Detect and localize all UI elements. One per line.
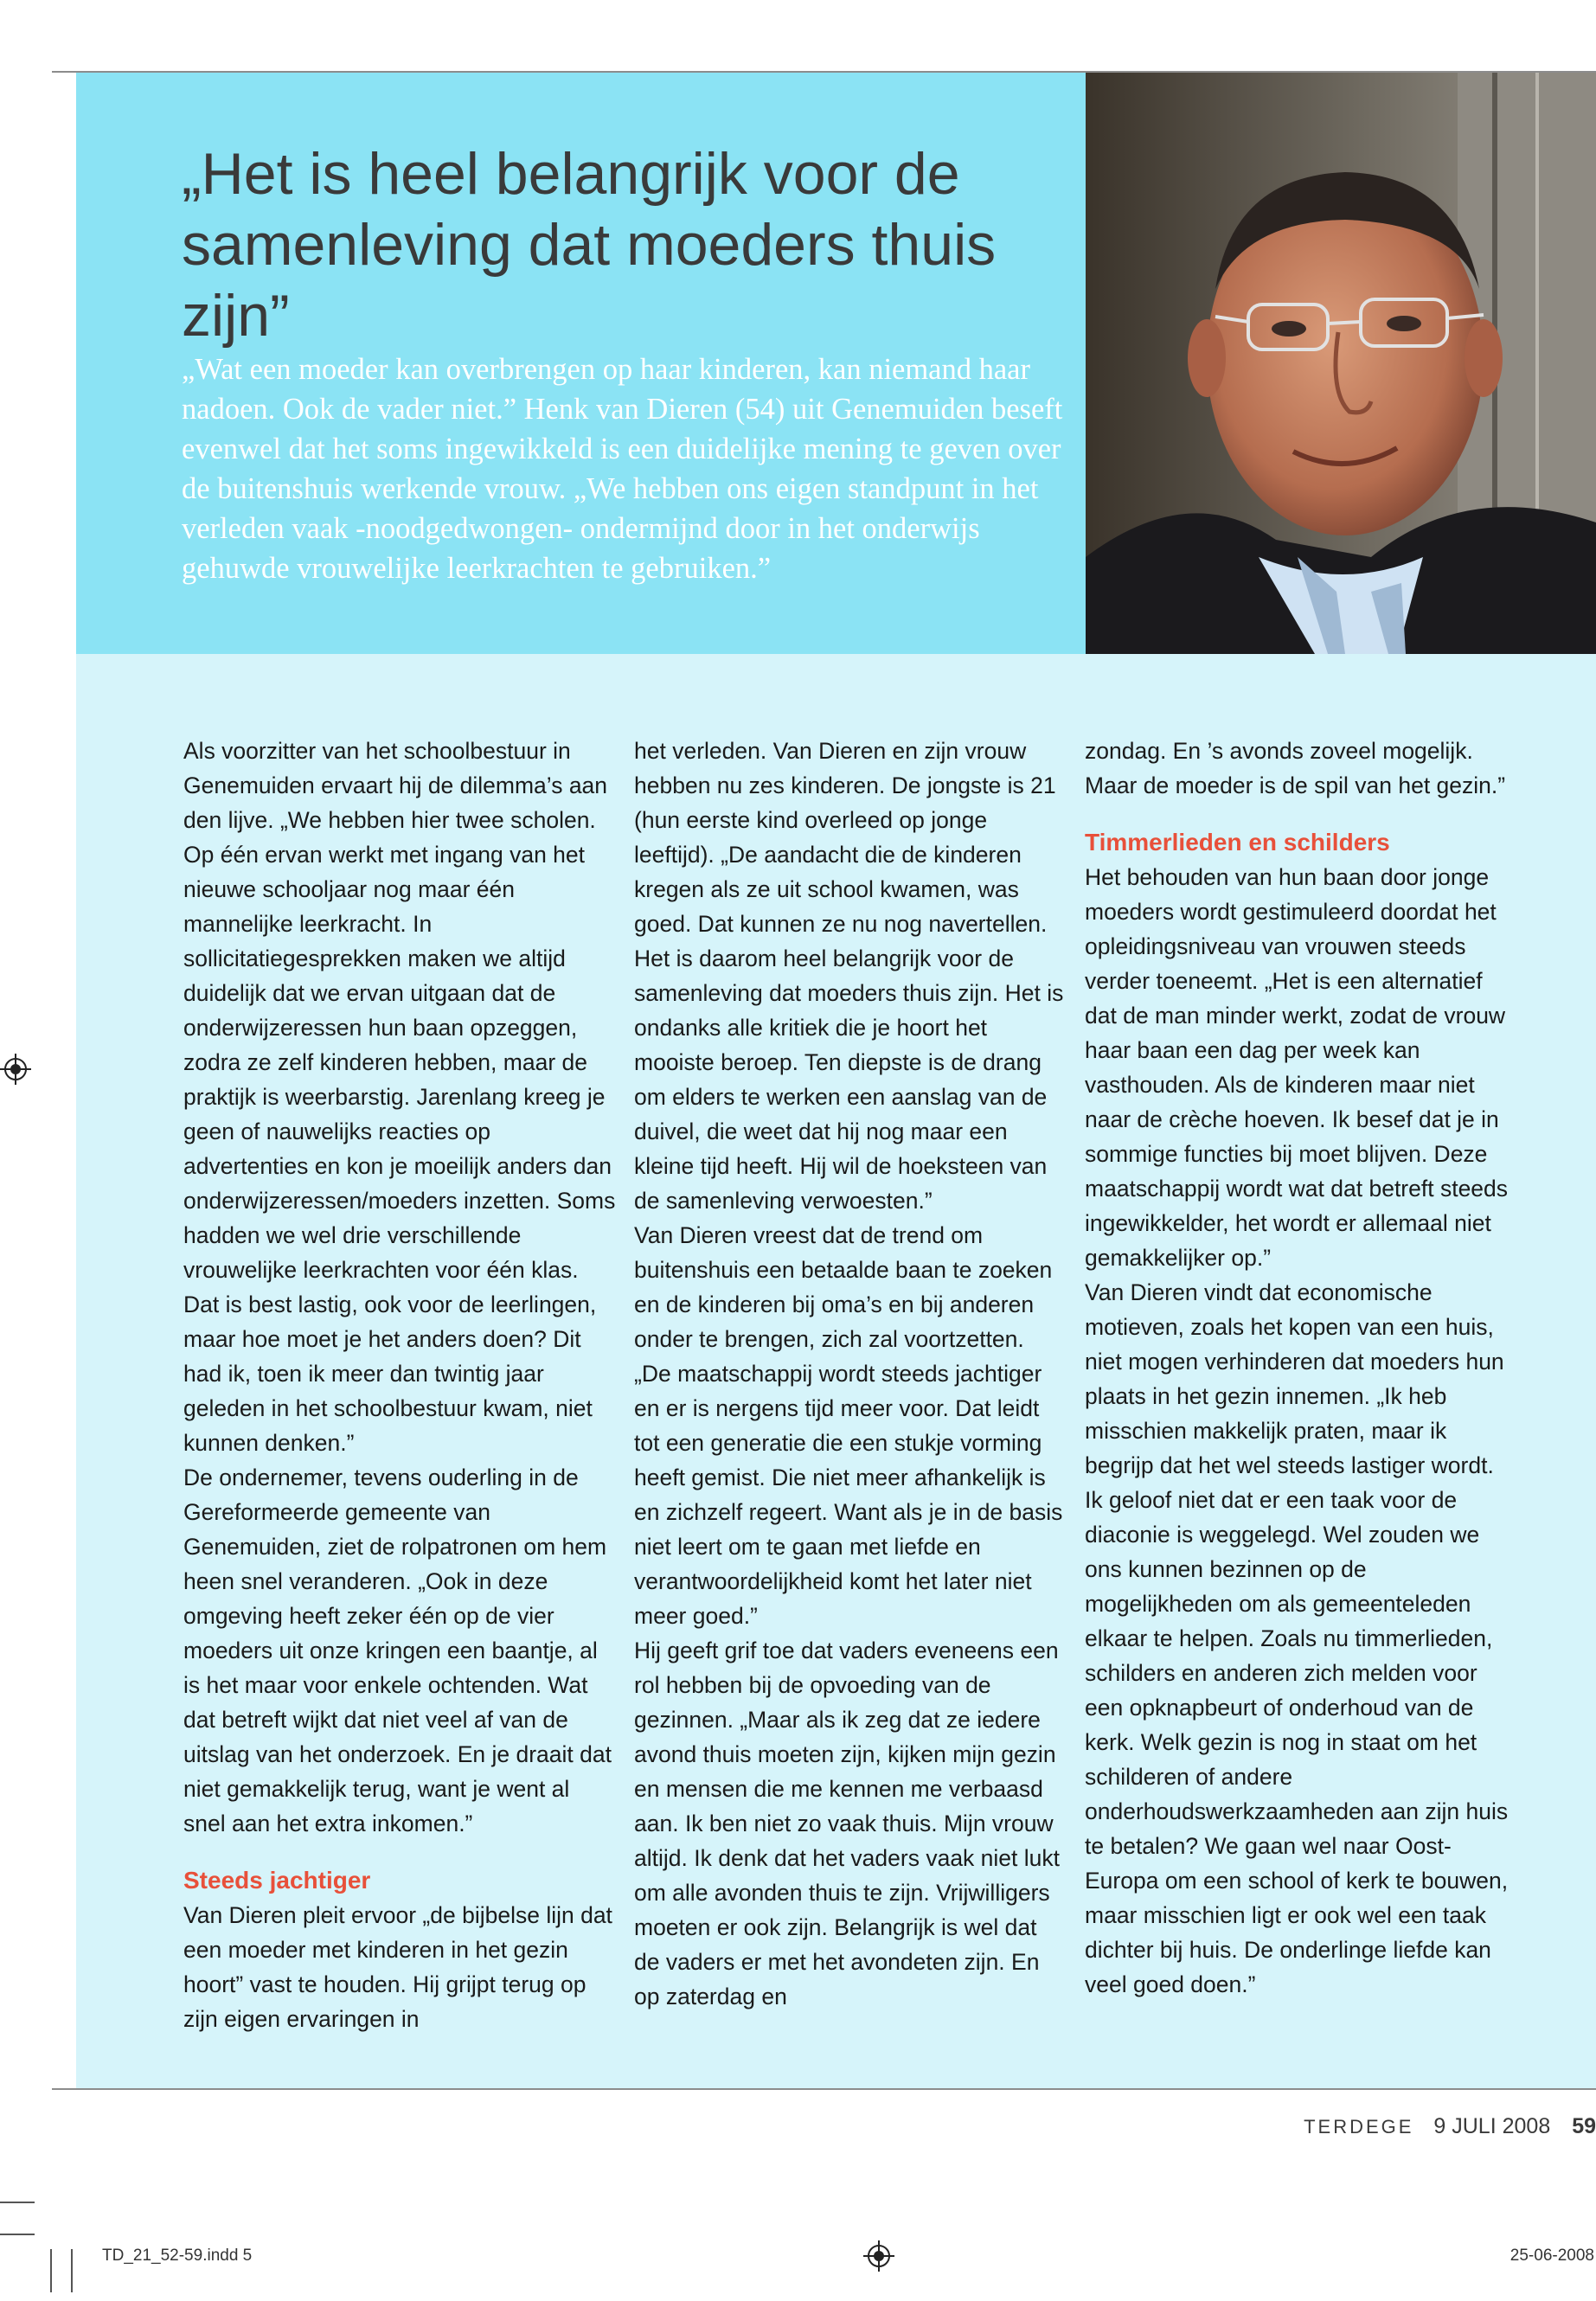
subheading-timmerlieden: Timmerlieden en schilders: [1085, 829, 1390, 856]
text-column-1: [183, 734, 616, 2036]
print-slug-file: TD_21_52-59.indd 5: [102, 2247, 253, 2265]
portrait-photo: [1086, 73, 1596, 654]
article-headline: „Het is heel belangrijk voor de samenleving dat moeders thuis zijn”: [182, 141, 997, 349]
crop-mark: [0, 2234, 35, 2235]
paragraph: Van Dieren vindt dat economische motieven, zoals het kopen van een huis, niet mogen verhinderen dat moeders hun plaats in het gezin innemen. „Ik heb misschien makkelijk praten, maar ik begrijp dat het wel steeds lastiger wordt. Ik geloof niet dat er een taak voor de diaconie is weggelegd. Wel zouden we ons kunnen bezinnen op de mogelijkheden om als gemeenteleden elkaar te helpen. Zoals nu timmerlieden, schilders en anderen zich melden voor een opknapbeurt of onderhoud van de kerk. Welk gezin is nog in staat om het schilderen of andere onderhoudswerkzaamheden aan zijn huis te betalen? We gaan wel naar Oost-Europa om een school of kerk te bouwen, maar misschien ligt er ook wel een taak dichter bij huis. De onderlinge liefde kan veel goed doen.”: [1085, 1279, 1509, 1997]
paragraph: Het behouden van hun baan door jonge moeders wordt gestimuleerd doordat het opleidingsniveau van vrouwen steeds verder toeneemt. „Het is een alternatief dat de man minder werkt, zodat de vrouw haar baan een dag per week kan vasthouden. Als de kinderen maar niet naar de crèche hoeven. Ik besef dat je in sommige functies bij moet blijven. Deze maatschappij wordt wat dat betreft steeds ingewikkelder, het wordt er allemaal niet gemakkelijker op.”: [1085, 864, 1509, 1271]
registration-mark-icon: [863, 2240, 894, 2272]
paragraph: het verleden. Van Dieren en zijn vrouw hebben nu zes kinderen. De jongste is 21 (hun eerste kind overleed op jonge leeftijd). „De aandacht die de kinderen kregen als ze uit school kwamen, was goed. Dat kunnen ze nu nog navertellen. Het is daarom heel belangrijk voor de samenleving dat moeders thuis zijn. Het is ondanks alle kritiek die je hoort het mooiste beroep. Ten diepste is de drang om elders te werken een aanslag van de duivel, die weet dat hij nog maar een kleine tijd heeft. Hij wil de hoeksteen van de samenleving verwoesten.”: [634, 738, 1064, 1214]
registration-mark-icon: [0, 1054, 31, 1085]
magazine-name: TERDEGE: [1304, 2116, 1414, 2138]
page-number: 59: [1572, 2114, 1596, 2138]
issue-date: 9 JULI 2008: [1433, 2114, 1551, 2138]
portrait-illustration: [1086, 73, 1596, 654]
print-slug-date: 25-06-2008: [1509, 2247, 1594, 2265]
paragraph: Van Dieren pleit ervoor „de bijbelse lijn dat een moeder met kinderen in het gezin hoort” vast te houden. Hij grijpt terug op zijn eigen ervaringen in: [183, 1902, 612, 2032]
text-column-3: [1085, 734, 1517, 2002]
crop-mark: [71, 2249, 73, 2292]
paragraph: zondag. En ’s avonds zoveel mogelijk. Maar de moeder is de spil van het gezin.”: [1085, 738, 1506, 798]
text-column-2: [634, 734, 1067, 2014]
crop-mark: [50, 2249, 52, 2292]
bottom-panel-rule: [52, 2088, 1596, 2090]
subheading-steeds-jachtiger: Steeds jachtiger: [183, 1867, 371, 1894]
paragraph: Van Dieren vreest dat de trend om buitenshuis een betaalde baan te zoeken en de kinderen bij oma’s en bij anderen onder te brengen, zich zal voortzetten. „De maatschappij wordt steeds jachtiger en er is nergens tijd meer voor. Dat leidt tot een generatie die een stukje vorming heeft gemist. Die niet meer afhankelijk is en zichzelf regeert. Want als je in de basis niet leert om te gaan met liefde en verantwoordelijkheid komt het later niet meer goed.”: [634, 1222, 1063, 1629]
crop-mark: [0, 2202, 35, 2203]
paragraph: Als voorzitter van het schoolbestuur in Genemuiden ervaart hij de dilemma’s aan den lijve. „We hebben hier twee scholen. Op één ervan werkt met ingang van het nieuwe schooljaar nog maar één mannelijke leerkracht. In sollicitatiegesprekken maken we altijd duidelijk dat we ervan uitgaan dat de onderwijzeressen hun baan opzeggen, zodra ze zelf kinderen hebben, maar de praktijk is weerbarstig. Jarenlang kreeg je geen of nauwelijks reacties op advertenties en kon je moeilijk anders dan onderwijzeressen/moeders inzetten. Soms hadden we wel drie verschillende vrouwelijke leerkrachten voor één klas. Dat is best lastig, ook voor de leerlingen, maar hoe moet je het anders doen? Dit had ik, toen ik meer dan twintig jaar geleden in het schoolbestuur kwam, niet kunnen denken.”: [183, 738, 616, 1456]
page-footer: [1304, 2109, 1596, 2144]
article-intro: „Wat een moeder kan overbrengen op haar kinderen, kan niemand haar nadoen. Ook de vader niet.” Henk van Dieren (54) uit Genemuiden beseft evenwel dat het soms ingewikkeld is een duidelijke mening te geven over de buitenshuis werkende vrouw. „We hebben ons eigen standpunt in het verleden vaak -noodgedwongen- ondermijnd door in het onderwijs gehuwde vrouwelijke leerkrachten te gebruiken.”: [182, 353, 1063, 585]
paragraph: De ondernemer, tevens ouderling in de Gereformeerde gemeente van Genemuiden, ziet de rolpatronen om hem heen snel veranderen. „Ook in deze omgeving heeft zeker één op de vier moeders uit onze kringen een baantje, al is het maar voor enkele ochtenden. Wat dat betreft wijkt dat niet veel af van de uitslag van het onderzoek. En je draait dat niet gemakkelijk terug, want je went al snel aan het extra inkomen.”: [183, 1465, 612, 1836]
paragraph: Hij geeft grif toe dat vaders eveneens een rol hebben bij de opvoeding van de gezinnen. „Maar als ik zeg dat ze iedere avond thuis moeten zijn, kijken mijn gezin en mensen die me kennen me verbaasd aan. Ik ben niet zo vaak thuis. Mijn vrouw altijd. Ik denk dat het vaders vaak niet lukt om alle avonden thuis te zijn. Vrijwilligers moeten er ook zijn. Belangrijk is wel dat de vaders er met het avondeten zijn. En op zaterdag en: [634, 1638, 1060, 2009]
